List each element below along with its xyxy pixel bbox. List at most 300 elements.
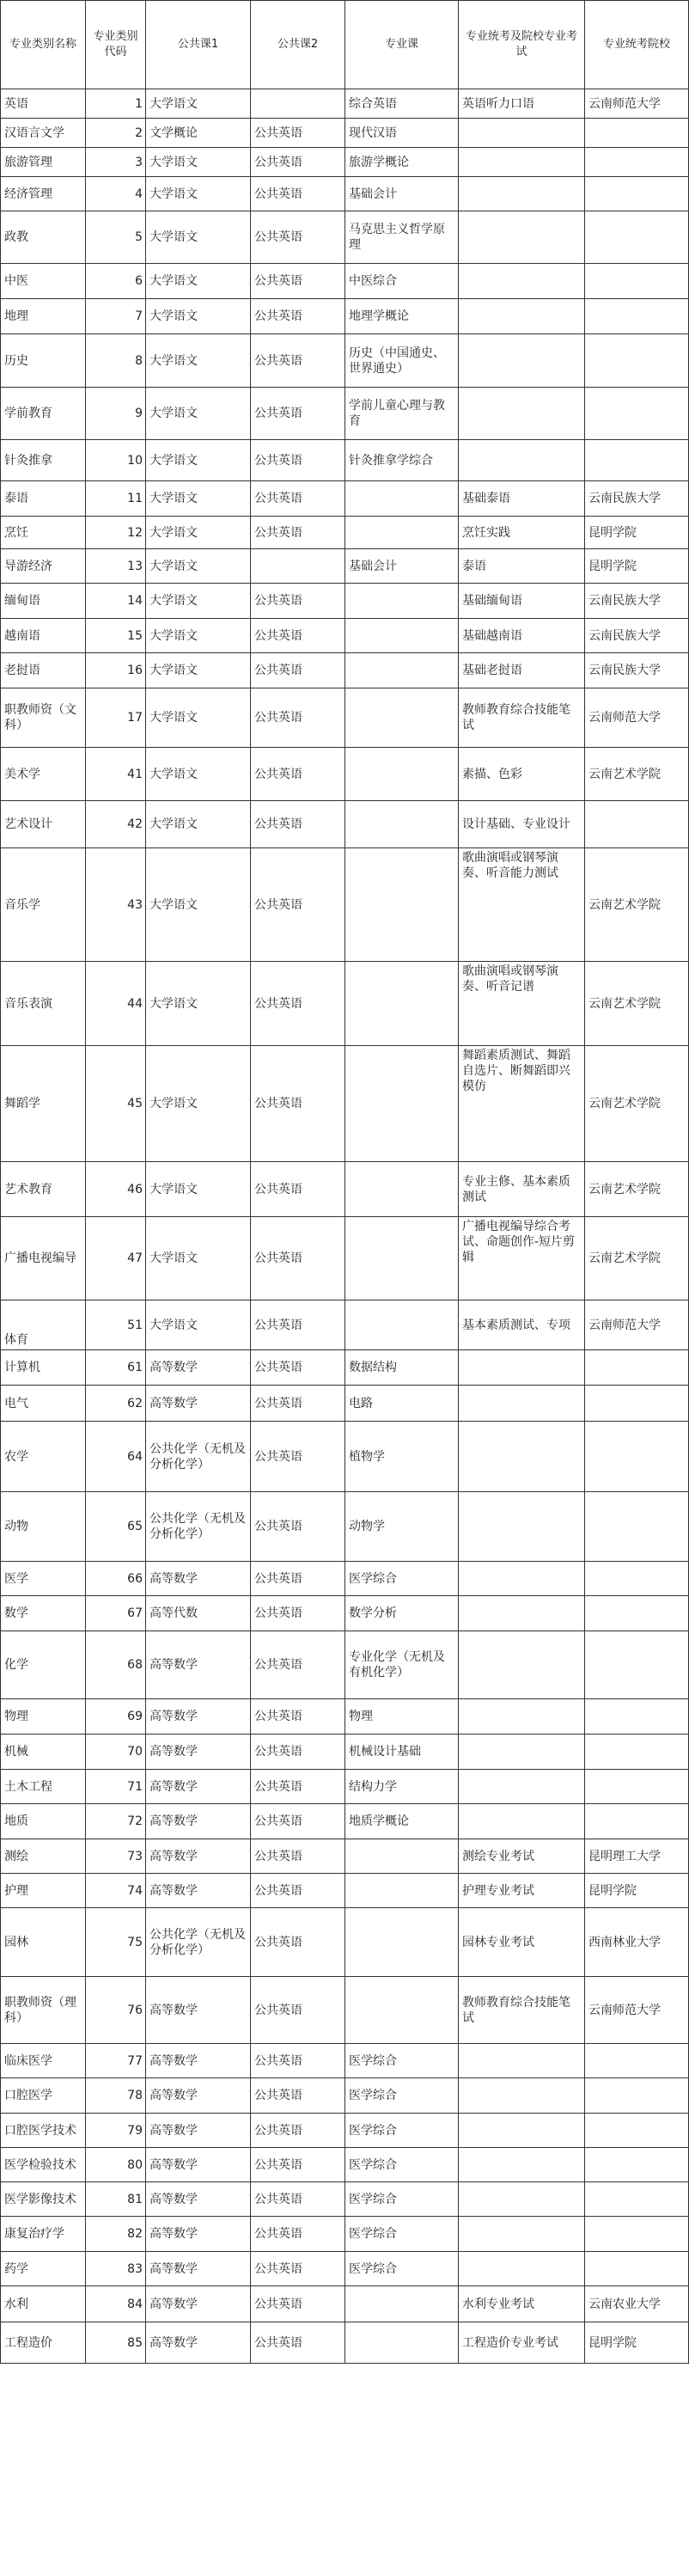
cell-public-course-1: 高等数学 <box>146 1804 251 1839</box>
header-major-course: 专业课 <box>345 1 459 89</box>
cell-public-course-1: 文学概论 <box>146 119 251 148</box>
cell-code: 5 <box>86 211 146 264</box>
cell-exam <box>459 2252 585 2286</box>
cell-school: 昆明学院 <box>585 517 689 549</box>
table-row <box>1 848 689 962</box>
cell-name: 地理 <box>1 299 86 334</box>
cell-code: 81 <box>86 2182 146 2217</box>
cell-major-course <box>345 688 459 748</box>
cell-school <box>585 2114 689 2148</box>
cell-public-course-2: 公共英语 <box>251 748 345 801</box>
cell-name: 艺术设计 <box>1 801 86 848</box>
table-row <box>1 1977 689 2044</box>
cell-school <box>585 1492 689 1562</box>
table-row <box>1 1908 689 1977</box>
cell-public-course-1: 公共化学（无机及分析化学） <box>146 1908 251 1977</box>
cell-major-course: 动物学 <box>345 1492 459 1562</box>
cell-public-course-1: 高等数学 <box>146 1350 251 1386</box>
cell-code: 6 <box>86 264 146 299</box>
cell-school <box>585 2078 689 2114</box>
header-row <box>1 1 689 89</box>
cell-name: 土木工程 <box>1 1770 86 1804</box>
table-row <box>1 1492 689 1562</box>
cell-name: 旅游管理 <box>1 148 86 177</box>
cell-public-course-2: 公共英语 <box>251 2078 345 2114</box>
table-row <box>1 962 689 1046</box>
cell-exam: 测绘专业考试 <box>459 1839 585 1874</box>
cell-major-course <box>345 962 459 1046</box>
cell-major-course: 医学综合 <box>345 2148 459 2182</box>
cell-public-course-1: 大学语文 <box>146 481 251 517</box>
cell-exam <box>459 2217 585 2252</box>
cell-public-course-2: 公共英语 <box>251 1300 345 1350</box>
cell-major-course: 地理学概论 <box>345 299 459 334</box>
cell-public-course-1: 高等数学 <box>146 1562 251 1596</box>
cell-name: 经济管理 <box>1 177 86 211</box>
cell-public-course-2: 公共英语 <box>251 264 345 299</box>
cell-exam: 歌曲演唱或钢琴演奏、听音记谱 <box>459 962 585 1046</box>
cell-public-course-1: 大学语文 <box>146 801 251 848</box>
cell-public-course-2: 公共英语 <box>251 848 345 962</box>
cell-public-course-1: 高等数学 <box>146 2182 251 2217</box>
cell-exam <box>459 299 585 334</box>
cell-name: 中医 <box>1 264 86 299</box>
cell-school <box>585 119 689 148</box>
cell-major-course <box>345 481 459 517</box>
cell-public-course-1: 大学语文 <box>146 177 251 211</box>
cell-major-course: 医学综合 <box>345 2217 459 2252</box>
table-row <box>1 334 689 388</box>
cell-public-course-2: 公共英语 <box>251 1046 345 1162</box>
cell-exam <box>459 119 585 148</box>
cell-code: 65 <box>86 1492 146 1562</box>
cell-public-course-2: 公共英语 <box>251 119 345 148</box>
cell-public-course-1: 大学语文 <box>146 848 251 962</box>
cell-public-course-2: 公共英语 <box>251 1699 345 1735</box>
cell-school: 云南艺术学院 <box>585 962 689 1046</box>
cell-public-course-2 <box>251 89 345 119</box>
cell-school: 昆明学院 <box>585 549 689 584</box>
cell-name: 职教师资（文科） <box>1 688 86 748</box>
cell-major-course: 马克思主义哲学原理 <box>345 211 459 264</box>
cell-major-course: 现代汉语 <box>345 119 459 148</box>
cell-public-course-1: 高等数学 <box>146 2114 251 2148</box>
cell-name: 机械 <box>1 1735 86 1770</box>
cell-exam <box>459 1804 585 1839</box>
header-school: 专业统考院校 <box>585 1 689 89</box>
cell-name: 美术学 <box>1 748 86 801</box>
cell-public-course-1: 大学语文 <box>146 1046 251 1162</box>
cell-public-course-2: 公共英语 <box>251 1735 345 1770</box>
cell-exam <box>459 2044 585 2078</box>
cell-code: 10 <box>86 440 146 481</box>
cell-school: 云南师范大学 <box>585 688 689 748</box>
table-row <box>1 119 689 148</box>
cell-exam: 基础老挝语 <box>459 653 585 688</box>
cell-code: 43 <box>86 848 146 962</box>
table-row <box>1 211 689 264</box>
cell-code: 75 <box>86 1908 146 1977</box>
cell-school <box>585 1770 689 1804</box>
cell-public-course-2: 公共英语 <box>251 481 345 517</box>
table-row <box>1 89 689 119</box>
cell-major-course: 综合英语 <box>345 89 459 119</box>
cell-public-course-2: 公共英语 <box>251 1874 345 1908</box>
table-row <box>1 1046 689 1162</box>
cell-code: 7 <box>86 299 146 334</box>
cell-code: 70 <box>86 1735 146 1770</box>
cell-exam: 英语听力口语 <box>459 89 585 119</box>
cell-exam <box>459 334 585 388</box>
cell-code: 72 <box>86 1804 146 1839</box>
cell-exam: 泰语 <box>459 549 585 584</box>
cell-code: 83 <box>86 2252 146 2286</box>
cell-public-course-2: 公共英语 <box>251 2252 345 2286</box>
cell-name: 泰语 <box>1 481 86 517</box>
cell-public-course-2: 公共英语 <box>251 1217 345 1300</box>
cell-name: 计算机 <box>1 1350 86 1386</box>
table-row <box>1 481 689 517</box>
cell-public-course-2: 公共英语 <box>251 1386 345 1422</box>
cell-major-course <box>345 1908 459 1977</box>
cell-code: 67 <box>86 1596 146 1631</box>
cell-public-course-1: 高等数学 <box>146 2217 251 2252</box>
cell-exam: 基本素质测试、专项 <box>459 1300 585 1350</box>
cell-public-course-2: 公共英语 <box>251 801 345 848</box>
cell-exam <box>459 1492 585 1562</box>
cell-public-course-1: 高等数学 <box>146 1386 251 1422</box>
cell-public-course-1: 高等数学 <box>146 2322 251 2364</box>
table-row <box>1 653 689 688</box>
cell-code: 61 <box>86 1350 146 1386</box>
cell-name: 体育 <box>1 1300 86 1350</box>
cell-school <box>585 1422 689 1492</box>
cell-school: 云南师范大学 <box>585 89 689 119</box>
cell-public-course-1: 高等数学 <box>146 1735 251 1770</box>
cell-name: 职教师资（理科） <box>1 1977 86 2044</box>
cell-code: 51 <box>86 1300 146 1350</box>
cell-exam <box>459 264 585 299</box>
cell-name: 口腔医学技术 <box>1 2114 86 2148</box>
cell-name: 动物 <box>1 1492 86 1562</box>
cell-exam <box>459 388 585 440</box>
table-row <box>1 1735 689 1770</box>
table-row <box>1 584 689 619</box>
cell-public-course-2: 公共英语 <box>251 388 345 440</box>
cell-exam: 素描、色彩 <box>459 748 585 801</box>
cell-major-course <box>345 653 459 688</box>
cell-school <box>585 1386 689 1422</box>
cell-major-course: 数据结构 <box>345 1350 459 1386</box>
cell-public-course-1: 公共化学（无机及分析化学） <box>146 1422 251 1492</box>
cell-school <box>585 211 689 264</box>
cell-major-course: 医学综合 <box>345 2182 459 2217</box>
cell-exam <box>459 148 585 177</box>
cell-public-course-2: 公共英语 <box>251 440 345 481</box>
cell-school: 云南民族大学 <box>585 481 689 517</box>
cell-major-course <box>345 1217 459 1300</box>
table-row <box>1 801 689 848</box>
cell-public-course-1: 大学语文 <box>146 299 251 334</box>
cell-name: 舞蹈学 <box>1 1046 86 1162</box>
cell-code: 74 <box>86 1874 146 1908</box>
table-row <box>1 440 689 481</box>
cell-public-course-1: 大学语文 <box>146 440 251 481</box>
table-row <box>1 2286 689 2322</box>
table-row <box>1 388 689 440</box>
cell-public-course-2: 公共英语 <box>251 619 345 653</box>
cell-exam <box>459 1386 585 1422</box>
cell-major-course: 医学综合 <box>345 2078 459 2114</box>
cell-major-course <box>345 619 459 653</box>
cell-code: 66 <box>86 1562 146 1596</box>
table-row <box>1 2322 689 2364</box>
cell-name: 医学 <box>1 1562 86 1596</box>
table-row <box>1 2148 689 2182</box>
cell-public-course-2 <box>251 549 345 584</box>
cell-school: 云南艺术学院 <box>585 748 689 801</box>
cell-code: 12 <box>86 517 146 549</box>
cell-major-course: 专业化学（无机及有机化学） <box>345 1631 459 1699</box>
cell-name: 电气 <box>1 1386 86 1422</box>
cell-code: 62 <box>86 1386 146 1422</box>
cell-major-course: 地质学概论 <box>345 1804 459 1839</box>
cell-public-course-2: 公共英语 <box>251 2044 345 2078</box>
cell-public-course-1: 大学语文 <box>146 264 251 299</box>
table-row <box>1 688 689 748</box>
cell-school <box>585 334 689 388</box>
cell-major-course: 电路 <box>345 1386 459 1422</box>
cell-name: 艺术教育 <box>1 1162 86 1217</box>
cell-code: 64 <box>86 1422 146 1492</box>
header-name: 专业类别名称 <box>1 1 86 89</box>
cell-public-course-2: 公共英语 <box>251 177 345 211</box>
table-row <box>1 517 689 549</box>
cell-public-course-2: 公共英语 <box>251 962 345 1046</box>
cell-exam <box>459 2148 585 2182</box>
table-row <box>1 2182 689 2217</box>
cell-public-course-1: 大学语文 <box>146 549 251 584</box>
cell-exam <box>459 177 585 211</box>
cell-exam: 广播电视编导综合考试、命题创作-短片剪辑 <box>459 1217 585 1300</box>
table-body <box>1 89 689 2364</box>
cell-public-course-2: 公共英语 <box>251 211 345 264</box>
header-public-course-1: 公共课1 <box>146 1 251 89</box>
cell-public-course-1: 大学语文 <box>146 89 251 119</box>
cell-code: 84 <box>86 2286 146 2322</box>
cell-public-course-2: 公共英语 <box>251 2322 345 2364</box>
cell-school <box>585 388 689 440</box>
cell-public-course-2: 公共英语 <box>251 1562 345 1596</box>
cell-major-course: 医学综合 <box>345 2044 459 2078</box>
cell-major-course: 植物学 <box>345 1422 459 1492</box>
table-row <box>1 619 689 653</box>
cell-name: 口腔医学 <box>1 2078 86 2114</box>
table-row <box>1 1770 689 1804</box>
cell-major-course: 基础会计 <box>345 549 459 584</box>
cell-public-course-1: 高等数学 <box>146 2044 251 2078</box>
cell-exam: 烹饪实践 <box>459 517 585 549</box>
cell-school: 云南师范大学 <box>585 1300 689 1350</box>
cell-major-course <box>345 2322 459 2364</box>
cell-major-course <box>345 2286 459 2322</box>
cell-public-course-1: 大学语文 <box>146 653 251 688</box>
cell-public-course-1: 高等数学 <box>146 1631 251 1699</box>
cell-exam <box>459 211 585 264</box>
cell-public-course-1: 高等数学 <box>146 1699 251 1735</box>
cell-school: 云南艺术学院 <box>585 1046 689 1162</box>
cell-exam <box>459 2182 585 2217</box>
cell-school: 云南民族大学 <box>585 619 689 653</box>
cell-code: 2 <box>86 119 146 148</box>
cell-public-course-2: 公共英语 <box>251 584 345 619</box>
cell-public-course-2: 公共英语 <box>251 1492 345 1562</box>
cell-name: 园林 <box>1 1908 86 1977</box>
table-row <box>1 1162 689 1217</box>
table-row <box>1 549 689 584</box>
cell-major-course: 基础会计 <box>345 177 459 211</box>
cell-public-course-2: 公共英语 <box>251 1977 345 2044</box>
cell-public-course-1: 高等代数 <box>146 1596 251 1631</box>
cell-major-course <box>345 1874 459 1908</box>
cell-public-course-2: 公共英语 <box>251 148 345 177</box>
cell-name: 药学 <box>1 2252 86 2286</box>
table-row <box>1 148 689 177</box>
cell-school <box>585 1596 689 1631</box>
cell-name: 缅甸语 <box>1 584 86 619</box>
cell-public-course-2: 公共英语 <box>251 653 345 688</box>
cell-code: 69 <box>86 1699 146 1735</box>
cell-major-course: 学前儿童心理与教育 <box>345 388 459 440</box>
cell-name: 工程造价 <box>1 2322 86 2364</box>
table-row <box>1 1631 689 1699</box>
cell-school <box>585 1631 689 1699</box>
cell-code: 80 <box>86 2148 146 2182</box>
cell-public-course-1: 大学语文 <box>146 1300 251 1350</box>
cell-major-course: 医学综合 <box>345 2252 459 2286</box>
cell-code: 46 <box>86 1162 146 1217</box>
cell-major-course: 机械设计基础 <box>345 1735 459 1770</box>
cell-name: 音乐学 <box>1 848 86 962</box>
cell-public-course-1: 大学语文 <box>146 584 251 619</box>
cell-exam: 水利专业考试 <box>459 2286 585 2322</box>
cell-code: 4 <box>86 177 146 211</box>
cell-school <box>585 2044 689 2078</box>
cell-public-course-2: 公共英语 <box>251 1770 345 1804</box>
cell-name: 汉语言文学 <box>1 119 86 148</box>
table-row <box>1 1839 689 1874</box>
table-row <box>1 264 689 299</box>
cell-public-course-2: 公共英语 <box>251 1804 345 1839</box>
cell-public-course-2: 公共英语 <box>251 1631 345 1699</box>
cell-public-course-1: 大学语文 <box>146 1217 251 1300</box>
table-row <box>1 1350 689 1386</box>
cell-name: 化学 <box>1 1631 86 1699</box>
cell-major-course: 数学分析 <box>345 1596 459 1631</box>
cell-code: 13 <box>86 549 146 584</box>
cell-public-course-1: 大学语文 <box>146 688 251 748</box>
cell-exam <box>459 2114 585 2148</box>
cell-exam <box>459 1735 585 1770</box>
cell-public-course-2: 公共英语 <box>251 334 345 388</box>
cell-school <box>585 2148 689 2182</box>
cell-school <box>585 1350 689 1386</box>
cell-major-course <box>345 1300 459 1350</box>
table-row <box>1 2252 689 2286</box>
cell-code: 14 <box>86 584 146 619</box>
cell-name: 医学检验技术 <box>1 2148 86 2182</box>
cell-school: 云南艺术学院 <box>585 1217 689 1300</box>
cell-school: 云南艺术学院 <box>585 848 689 962</box>
cell-name: 测绘 <box>1 1839 86 1874</box>
cell-code: 73 <box>86 1839 146 1874</box>
cell-major-course: 针灸推拿学综合 <box>345 440 459 481</box>
table-row <box>1 1804 689 1839</box>
cell-public-course-1: 高等数学 <box>146 1874 251 1908</box>
cell-school: 云南民族大学 <box>585 584 689 619</box>
cell-school <box>585 2252 689 2286</box>
cell-exam: 基础缅甸语 <box>459 584 585 619</box>
cell-public-course-2: 公共英语 <box>251 1162 345 1217</box>
cell-major-course <box>345 1839 459 1874</box>
cell-name: 数学 <box>1 1596 86 1631</box>
cell-name: 历史 <box>1 334 86 388</box>
cell-public-course-1: 大学语文 <box>146 619 251 653</box>
cell-public-course-1: 大学语文 <box>146 962 251 1046</box>
cell-major-course: 医学综合 <box>345 1562 459 1596</box>
cell-name: 医学影像技术 <box>1 2182 86 2217</box>
cell-school <box>585 177 689 211</box>
cell-exam <box>459 1699 585 1735</box>
cell-code: 71 <box>86 1770 146 1804</box>
cell-public-course-1: 高等数学 <box>146 2148 251 2182</box>
header-code: 专业类别代码 <box>86 1 146 89</box>
cell-exam: 舞蹈素质测试、舞蹈自选片、断舞蹈即兴模仿 <box>459 1046 585 1162</box>
table-row <box>1 1422 689 1492</box>
cell-name: 学前教育 <box>1 388 86 440</box>
cell-public-course-1: 高等数学 <box>146 1770 251 1804</box>
cell-school <box>585 2217 689 2252</box>
cell-major-course: 医学综合 <box>345 2114 459 2148</box>
cell-code: 76 <box>86 1977 146 2044</box>
cell-name: 物理 <box>1 1699 86 1735</box>
cell-name: 政教 <box>1 211 86 264</box>
cell-public-course-1: 大学语文 <box>146 334 251 388</box>
cell-school: 云南艺术学院 <box>585 1162 689 1217</box>
cell-exam: 设计基础、专业设计 <box>459 801 585 848</box>
header-exam: 专业统考及院校专业考试 <box>459 1 585 89</box>
cell-major-course <box>345 517 459 549</box>
cell-code: 41 <box>86 748 146 801</box>
cell-code: 79 <box>86 2114 146 2148</box>
table-row <box>1 748 689 801</box>
cell-public-course-2: 公共英语 <box>251 517 345 549</box>
cell-major-course <box>345 584 459 619</box>
cell-major-course: 物理 <box>345 1699 459 1735</box>
cell-school <box>585 2182 689 2217</box>
cell-school: 昆明理工大学 <box>585 1839 689 1874</box>
cell-code: 11 <box>86 481 146 517</box>
table-row <box>1 1699 689 1735</box>
table-row <box>1 1300 689 1350</box>
cell-name: 临床医学 <box>1 2044 86 2078</box>
cell-exam <box>459 1631 585 1699</box>
cell-major-course <box>345 748 459 801</box>
cell-school <box>585 264 689 299</box>
cell-code: 44 <box>86 962 146 1046</box>
cell-exam <box>459 440 585 481</box>
cell-exam <box>459 1770 585 1804</box>
